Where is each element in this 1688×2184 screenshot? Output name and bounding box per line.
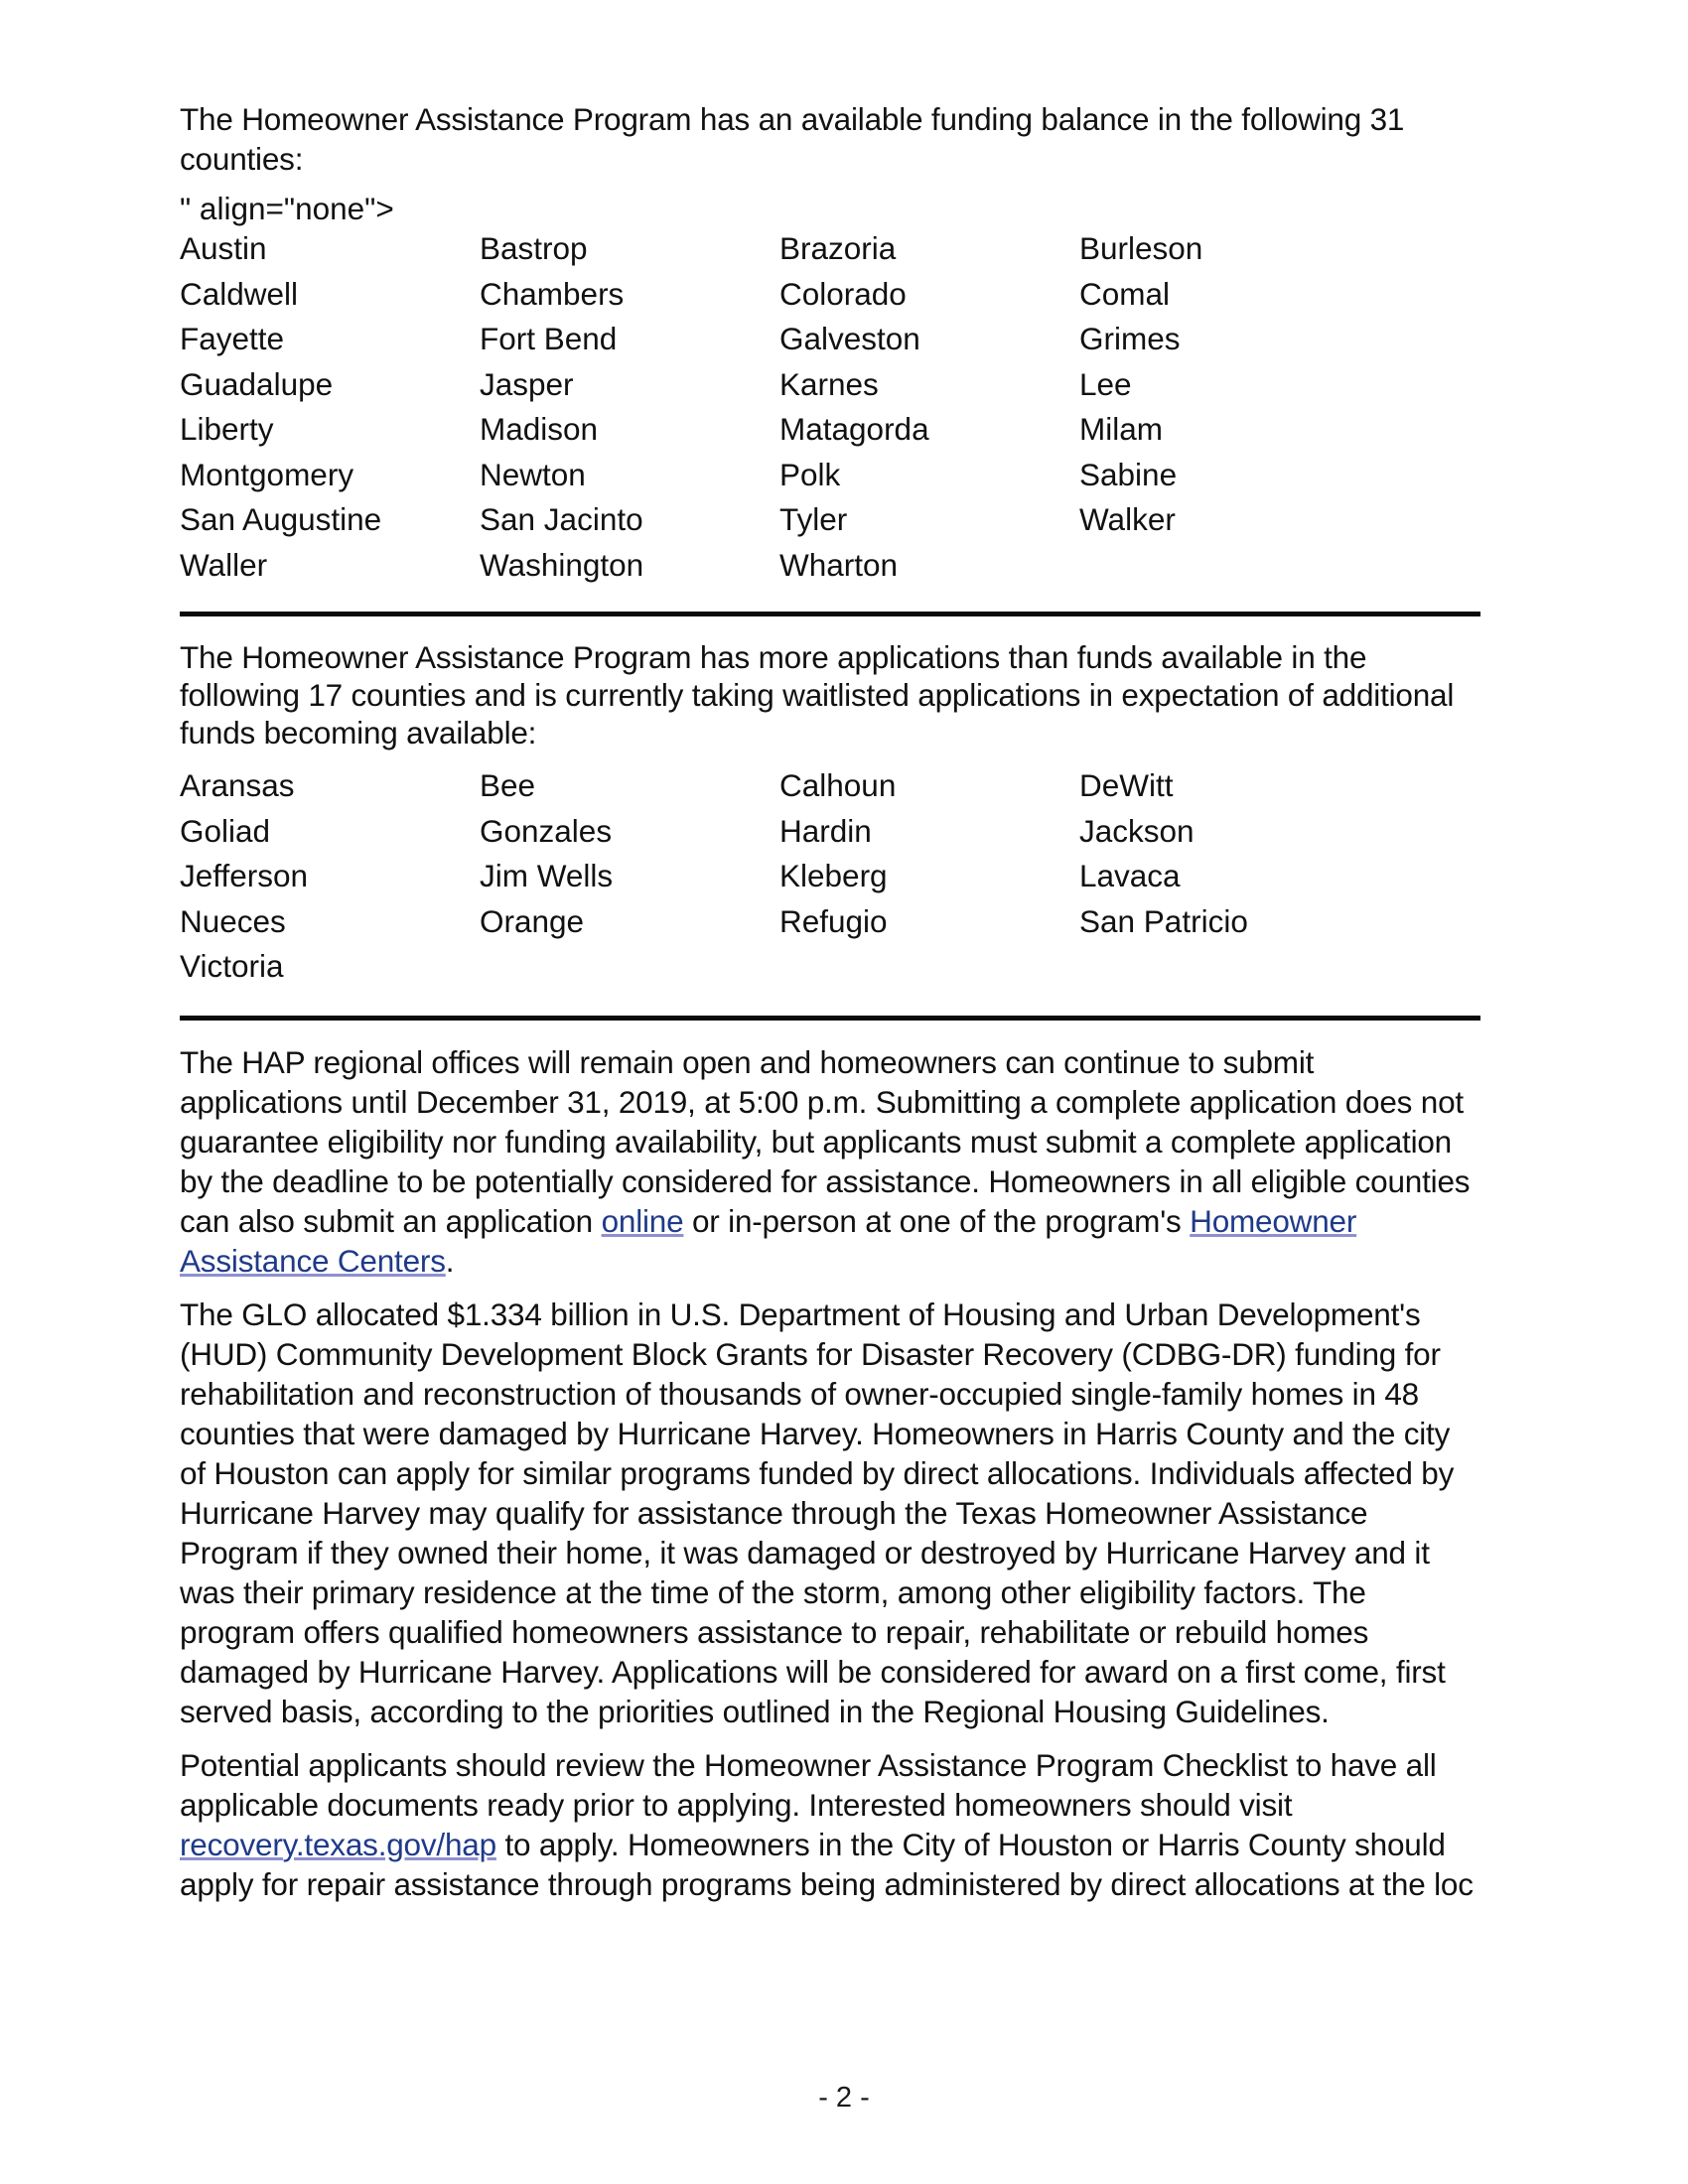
county-cell: Polk <box>779 456 841 492</box>
page-number: - 2 - <box>818 2082 870 2114</box>
waitlist-intro: The Homeowner Assistance Program has more applications than funds available in the following 17 counties and is currently taking waitlisted applications in expectation of additional funds becoming available: <box>180 639 1455 751</box>
offices-text-3: . <box>445 1242 455 1279</box>
county-cell: Jim Wells <box>480 858 614 893</box>
county-cell: Madison <box>480 411 599 447</box>
stray-markup-text: " align="none"> <box>180 191 394 226</box>
county-cell <box>779 944 1079 990</box>
checklist-text-2: to apply. Homeowners in the City of Houston or Harris County should apply for repair assistance through programs being administered by direct allocations at the loc <box>180 1826 1474 1902</box>
county-cell: San Augustine <box>180 501 382 537</box>
county-cell: Jefferson <box>180 858 308 893</box>
county-cell: Newton <box>480 456 586 492</box>
county-cell: Jackson <box>1079 812 1195 849</box>
county-cell: Nueces <box>180 902 286 939</box>
county-cell: Karnes <box>779 365 879 402</box>
county-cell: Waller <box>180 546 268 583</box>
county-cell: Jasper <box>480 365 574 402</box>
county-cell: Montgomery <box>180 456 354 492</box>
county-cell: Victoria <box>180 948 284 984</box>
available-funding-intro: The Homeowner Assistance Program has an available funding balance in the following 31 counties: <box>180 101 1405 177</box>
county-cell: Aransas <box>180 767 295 803</box>
county-cell: Hardin <box>779 812 872 849</box>
county-cell: Kleberg <box>779 858 888 893</box>
county-cell: Grimes <box>1079 321 1181 356</box>
document-page <box>180 99 1480 1904</box>
county-cell: Matagorda <box>779 411 929 447</box>
available-counties-table <box>180 226 1480 588</box>
county-cell: Burleson <box>1079 230 1203 266</box>
county-cell: Galveston <box>779 321 920 356</box>
county-cell: Fort Bend <box>480 321 618 356</box>
recovery-hap-link[interactable]: recovery.texas.gov/hap <box>180 1826 496 1862</box>
glo-allocation-paragraph: The GLO allocated $1.334 billion in U.S. Department of Housing and Urban Development's (HUD) Community Development Block Grants for Disaster Recovery (CDBG-DR) funding for rehabilitation and reconstruction of thousands of owner-occupied single-family homes in 48 counties that were damaged by Hurricane Harvey. Homeowners in Harris County and the city of Houston can apply for similar programs funded by direct allocations. Individuals affected by Hurricane Harvey may qualify for assistance through the Texas Homeowner Assistance Program if they owned their home, it was damaged or destroyed by Hurricane Harvey and it was their primary residence at the time of the storm, among other eligibility factors. The program offers qualified homeowners assistance to repair, rehabilitate or rebuild homes damaged by Hurricane Harvey. Applications will be considered for award on a first come, first served basis, according to the priorities outlined in the Regional Housing Guidelines. <box>180 1296 1455 1729</box>
county-cell: Washington <box>480 546 644 583</box>
county-cell: Comal <box>1079 275 1171 312</box>
section-divider <box>180 1016 1480 1021</box>
county-cell: Brazoria <box>779 230 897 266</box>
county-cell: Orange <box>480 902 585 939</box>
county-cell: Fayette <box>180 321 285 356</box>
county-cell <box>1079 543 1379 589</box>
county-cell: DeWitt <box>1079 767 1174 803</box>
county-cell: Walker <box>1079 501 1176 537</box>
county-cell: Milam <box>1079 411 1163 447</box>
offices-text-2: or in-person at one of the program's <box>683 1202 1191 1239</box>
county-cell: Liberty <box>180 411 274 447</box>
checklist-paragraph <box>180 1745 1480 1904</box>
county-cell: Calhoun <box>779 767 897 803</box>
county-cell <box>480 944 779 990</box>
county-cell: Lavaca <box>1079 858 1181 893</box>
county-cell: Wharton <box>779 546 899 583</box>
offices-text-1: The HAP regional offices will remain open and homeowners can continue to submit applications until December 31, 2019, at 5:00 p.m. Submitting a complete application does not guarantee eligibility nor funding availability, but applicants must submit a complete application by the deadline to be potentially considered for assistance. Homeowners in all eligible counties can also submit an application <box>180 1043 1471 1239</box>
county-cell: Tyler <box>779 501 848 537</box>
county-cell: Refugio <box>779 902 888 939</box>
county-cell: Chambers <box>480 275 625 312</box>
checklist-text-1: Potential applicants should review the Homeowner Assistance Program Checklist to have all applicable documents ready prior to applying. Interested homeowners should visit <box>180 1746 1437 1823</box>
county-cell: Lee <box>1079 365 1132 402</box>
waitlist-counties-table <box>180 763 1480 990</box>
county-cell: Caldwell <box>180 275 299 312</box>
assistance-centers-link[interactable]: Homeowner Assistance Centers <box>180 1202 1357 1279</box>
county-cell: San Patricio <box>1079 902 1248 939</box>
county-cell: Colorado <box>779 275 907 312</box>
county-cell: Bastrop <box>480 230 588 266</box>
section-divider <box>180 612 1480 616</box>
county-cell: Goliad <box>180 812 271 849</box>
county-cell: Bee <box>480 767 536 803</box>
online-link[interactable]: online <box>601 1202 684 1239</box>
offices-paragraph <box>180 1042 1480 1281</box>
county-cell: Guadalupe <box>180 365 334 402</box>
county-cell: Gonzales <box>480 812 613 849</box>
county-cell: Austin <box>180 230 267 266</box>
county-cell: Sabine <box>1079 456 1178 492</box>
county-cell <box>1079 944 1379 990</box>
county-cell: San Jacinto <box>480 501 643 537</box>
